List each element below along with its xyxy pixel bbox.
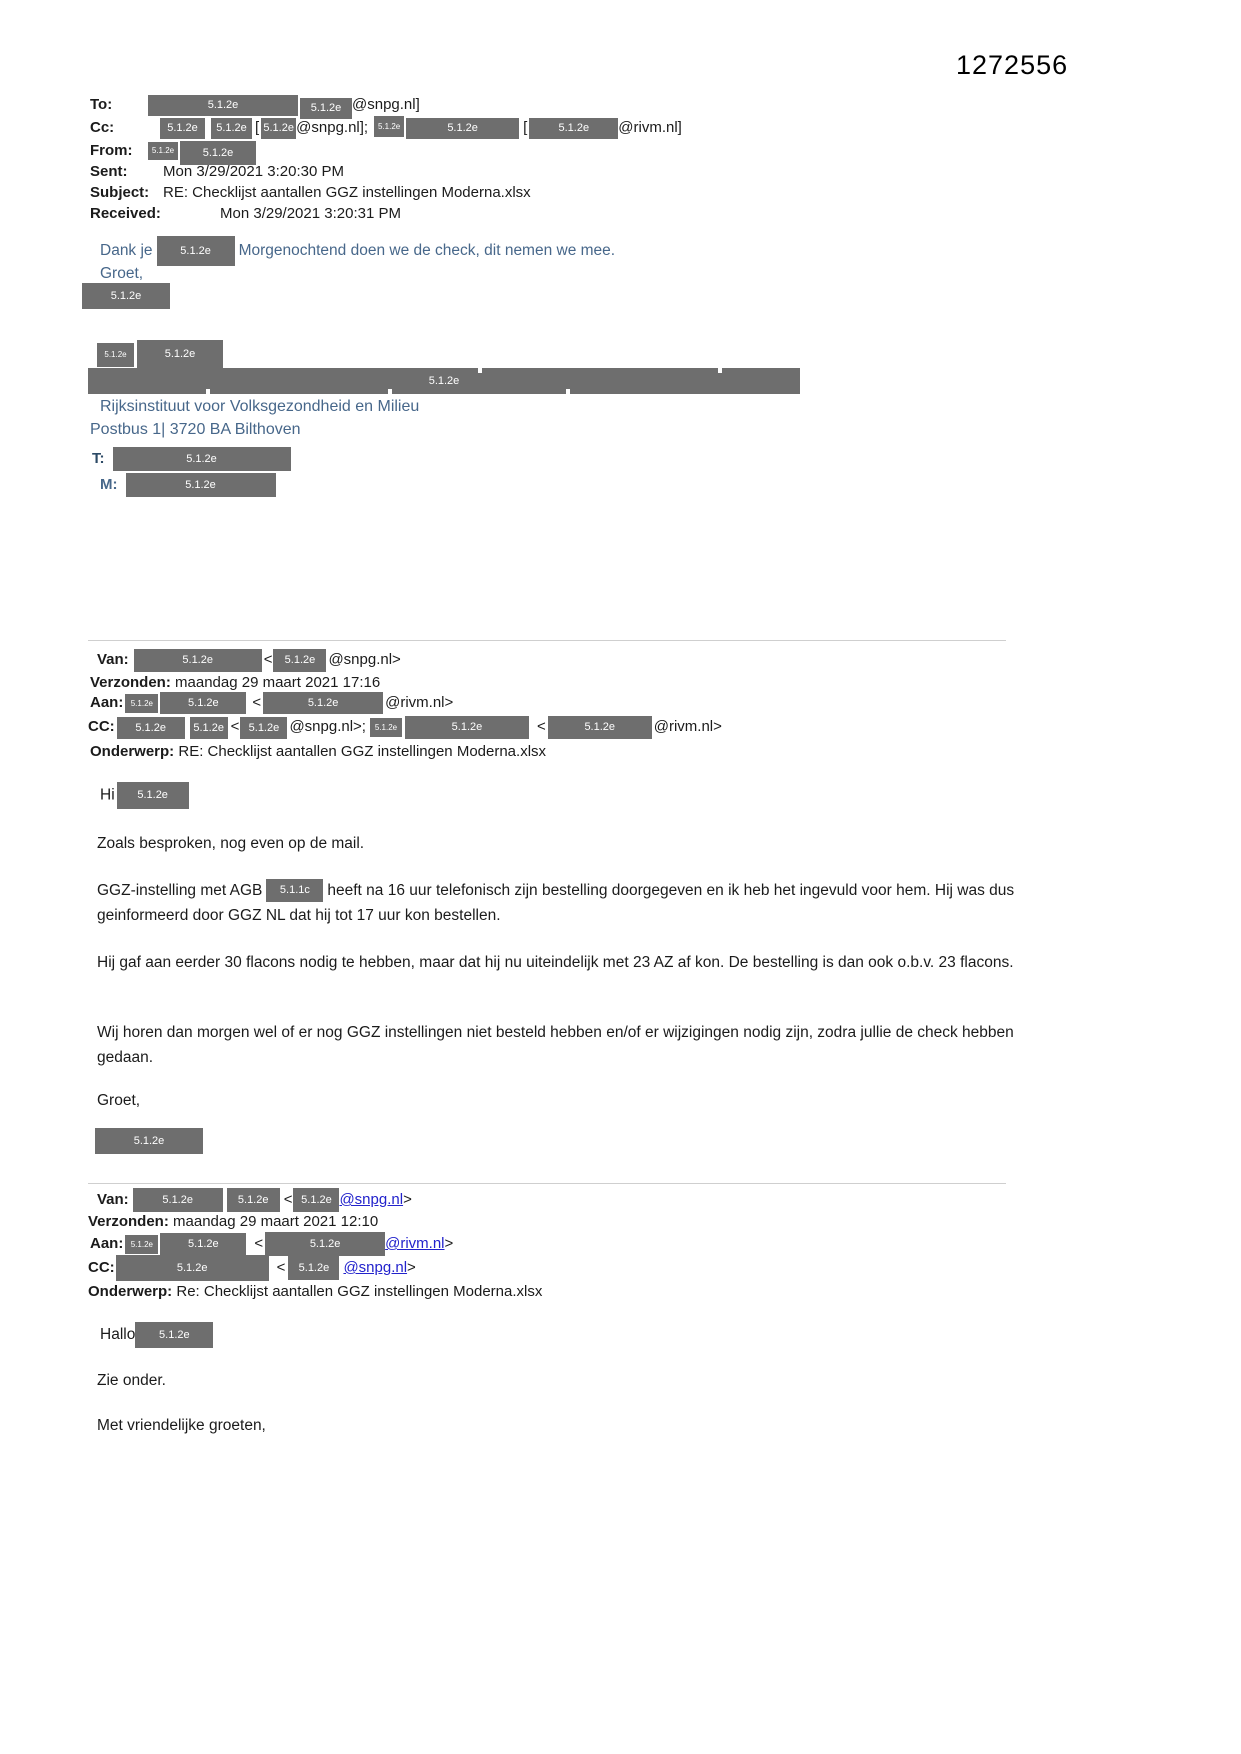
redaction-box: 5.1.2e bbox=[133, 1188, 223, 1212]
body2-paragraph-2 bbox=[97, 878, 1015, 928]
redaction-box: 5.1.2e bbox=[406, 118, 519, 139]
redaction-box: 5.1.2e bbox=[97, 343, 134, 367]
body1-closing: Groet, bbox=[100, 265, 144, 282]
redaction-bar-notch bbox=[388, 389, 392, 394]
email-divider bbox=[88, 640, 1006, 641]
redaction-box: 5.1.1c bbox=[266, 879, 323, 902]
verzonden-label: Verzonden: bbox=[88, 1213, 169, 1230]
body2-paragraph-3: Hij gaf aan eerder 30 flacons nodig te hebben, maar dat hij nu uiteindelijk met 23 AZ af kon. De bestelling is dan ook o.b.v. 23 flacons. bbox=[97, 954, 1014, 971]
redaction-box: 5.1.2e bbox=[273, 649, 326, 672]
body3-paragraph-1: Zie onder. bbox=[97, 1372, 166, 1389]
body2-greeting: Hi bbox=[100, 786, 115, 804]
sent-value: Mon 3/29/2021 3:20:30 PM bbox=[163, 163, 344, 180]
cc-bracket: [ bbox=[255, 119, 260, 136]
header3-cc-line bbox=[88, 1255, 416, 1281]
header-sent-line bbox=[90, 161, 344, 183]
redaction-box: 5.1.2e bbox=[374, 116, 404, 137]
redaction-box: 5.1.2e bbox=[211, 118, 252, 139]
cc-domain-2: @rivm.nl] bbox=[618, 119, 682, 136]
cc-bracket: [ bbox=[523, 119, 528, 136]
cc-domain-1: @snpg.nl]; bbox=[296, 119, 369, 136]
cc-label: CC: bbox=[88, 1258, 115, 1276]
redaction-box: 5.1.2e bbox=[293, 1188, 339, 1212]
redaction-box: 5.1.2e bbox=[261, 118, 296, 139]
redaction-box: 5.1.2e bbox=[117, 717, 185, 739]
angle-bracket: < bbox=[276, 1258, 286, 1276]
redaction-bar-notch bbox=[718, 368, 722, 373]
redaction-box: 5.1.2e bbox=[370, 718, 402, 737]
received-label: Received: bbox=[90, 205, 161, 222]
mobile-label: M: bbox=[100, 475, 118, 493]
body1-greeting-line bbox=[100, 236, 615, 266]
redaction-box: 5.1.2e bbox=[148, 142, 178, 160]
redaction-box: 5.1.2e bbox=[116, 1255, 269, 1281]
redaction-box: 5.1.2e bbox=[265, 1232, 385, 1256]
redaction-box: 5.1.2e bbox=[548, 716, 652, 739]
redaction-box: 5.1.2e bbox=[227, 1188, 280, 1212]
body2-paragraph-4: Wij horen dan morgen wel of er nog GGZ instellingen niet besteld hebben en/of er wijzigingen nodig zijn, zodra jullie de check hebben gedaan. bbox=[97, 1024, 1014, 1066]
onderwerp-value: Re: Checklijst aantallen GGZ instellingen Moderna.xlsx bbox=[176, 1283, 543, 1300]
redaction-bar-notch bbox=[478, 368, 482, 373]
email-link-rivm[interactable]: @rivm.nl bbox=[385, 1234, 445, 1252]
signature-phone-line bbox=[92, 447, 291, 471]
email-link-snpg[interactable]: @snpg.nl bbox=[343, 1258, 408, 1276]
body1-text-post: Morgenochtend doen we de check, dit nemen we mee. bbox=[238, 242, 616, 260]
header-received-line bbox=[90, 203, 401, 225]
header-cc-line bbox=[90, 117, 682, 139]
redaction-box: 5.1.2e bbox=[300, 98, 352, 119]
phone-label: T: bbox=[92, 449, 105, 467]
body2-p2-pre: GGZ-instelling met AGB bbox=[97, 882, 263, 899]
header-from-line bbox=[90, 139, 256, 163]
email-divider bbox=[88, 1183, 1006, 1184]
cc-domain-1: @snpg.nl>; bbox=[289, 718, 366, 736]
body2-p2-post: heeft na 16 uur telefonisch zijn bestelling doorgegeven en ik heb het ingevuld voor hem. Hij was dus geinformeerd door GGZ NL dat hij tot 17 uur kon bestellen. bbox=[97, 882, 1015, 924]
redaction-label: 5.1.2e bbox=[428, 375, 460, 387]
header2-aan-line bbox=[90, 692, 453, 714]
onderwerp-value: RE: Checklijst aantallen GGZ instellingen Moderna.xlsx bbox=[178, 743, 547, 760]
verzonden-value: maandag 29 maart 2021 12:10 bbox=[173, 1213, 379, 1230]
body3-greeting: Hallo bbox=[100, 1326, 136, 1344]
angle-bracket: < bbox=[252, 694, 262, 711]
received-value: Mon 3/29/2021 3:20:31 PM bbox=[220, 205, 401, 222]
aan-label: Aan: bbox=[90, 694, 124, 711]
angle-bracket: < bbox=[254, 1234, 264, 1252]
to-label: To: bbox=[90, 96, 113, 113]
header2-cc-line bbox=[88, 716, 722, 739]
redaction-box: 5.1.2e bbox=[263, 692, 383, 714]
signature-address: Postbus 1| 3720 BA Bilthoven bbox=[90, 421, 301, 438]
header2-verzonden-line bbox=[90, 672, 380, 694]
from-label: From: bbox=[90, 141, 133, 159]
redaction-box: 5.1.2e bbox=[148, 95, 298, 116]
redaction-box: 5.1.2e bbox=[529, 118, 618, 139]
van-label: Van: bbox=[97, 651, 129, 669]
header3-onderwerp-line bbox=[88, 1281, 542, 1303]
redaction-box: 5.1.2e bbox=[125, 1235, 158, 1254]
onderwerp-label: Onderwerp: bbox=[90, 743, 175, 760]
subject-value: RE: Checklijst aantallen GGZ instellingen Moderna.xlsx bbox=[163, 184, 531, 201]
signature-redaction-row bbox=[97, 341, 223, 369]
header2-van-line bbox=[97, 649, 401, 672]
redaction-box: 5.1.2e bbox=[160, 692, 246, 714]
header3-verzonden-line bbox=[88, 1211, 378, 1233]
header-subject-line bbox=[90, 182, 531, 204]
angle-bracket: > bbox=[444, 1234, 454, 1252]
redaction-box: 5.1.2e bbox=[126, 473, 276, 497]
signature-mobile-line bbox=[100, 473, 276, 497]
body3-greeting-line bbox=[100, 1322, 213, 1348]
body2-greeting-line bbox=[100, 782, 189, 809]
redaction-box: 5.1.2e bbox=[82, 283, 170, 309]
angle-bracket: > bbox=[403, 1190, 412, 1208]
angle-bracket: > bbox=[407, 1258, 416, 1276]
body3-paragraph-2: Met vriendelijke groeten, bbox=[97, 1417, 266, 1434]
angle-bracket: < bbox=[230, 718, 240, 736]
header3-van-line bbox=[97, 1188, 412, 1212]
aan-domain: @rivm.nl> bbox=[385, 694, 454, 711]
redaction-box: 5.1.2e bbox=[405, 716, 529, 739]
verzonden-label: Verzonden: bbox=[90, 674, 171, 691]
redaction-box: 5.1.2e bbox=[135, 1322, 213, 1348]
subject-label: Subject: bbox=[90, 184, 150, 201]
redaction-box: 5.1.2e bbox=[160, 1233, 246, 1256]
redaction-box: 5.1.2e bbox=[113, 447, 291, 471]
to-domain: @snpg.nl] bbox=[352, 96, 420, 113]
van-domain: @snpg.nl> bbox=[328, 651, 401, 669]
angle-bracket: < bbox=[283, 1190, 293, 1208]
header-to-line bbox=[90, 94, 420, 116]
sent-label: Sent: bbox=[90, 163, 128, 180]
van-label: Van: bbox=[97, 1190, 129, 1208]
verzonden-value: maandag 29 maart 2021 17:16 bbox=[175, 674, 381, 691]
redaction-bar-notch bbox=[566, 389, 570, 394]
redaction-box: 5.1.2e bbox=[137, 340, 223, 368]
email-link-snpg[interactable]: @snpg.nl bbox=[339, 1190, 404, 1208]
redaction-box: 5.1.2e bbox=[288, 1256, 339, 1280]
cc-label: CC: bbox=[88, 718, 115, 736]
redaction-box: 5.1.2e bbox=[190, 717, 228, 739]
cc-label: Cc: bbox=[90, 119, 115, 136]
redaction-box: 5.1.2e bbox=[157, 236, 235, 266]
body2-closing: Groet, bbox=[97, 1092, 141, 1109]
document-number: 1272556 bbox=[956, 50, 1069, 80]
redaction-box: 5.1.2e bbox=[125, 694, 158, 713]
body1-text-pre: Dank je bbox=[100, 242, 153, 260]
header2-onderwerp-line bbox=[90, 741, 546, 763]
body2-paragraph-1: Zoals besproken, nog even op de mail. bbox=[97, 835, 365, 852]
redaction-box: 5.1.2e bbox=[117, 782, 189, 809]
header3-aan-line bbox=[90, 1232, 453, 1256]
aan-label: Aan: bbox=[90, 1234, 124, 1252]
onderwerp-label: Onderwerp: bbox=[88, 1283, 173, 1300]
redaction-box: 5.1.2e bbox=[95, 1128, 203, 1154]
redaction-box: 5.1.2e bbox=[160, 118, 205, 139]
redaction-box: 5.1.2e bbox=[240, 717, 287, 739]
redaction-box: 5.1.2e bbox=[134, 649, 262, 672]
signature-org: Rijksinstituut voor Volksgezondheid en Milieu bbox=[100, 398, 420, 415]
redaction-box: 5.1.2e bbox=[180, 141, 256, 165]
redaction-bar bbox=[88, 368, 800, 394]
redaction-bar-notch bbox=[206, 389, 210, 394]
cc-domain-2: @rivm.nl> bbox=[653, 718, 722, 736]
angle-bracket: < bbox=[536, 718, 546, 736]
angle-bracket: < bbox=[263, 651, 273, 669]
